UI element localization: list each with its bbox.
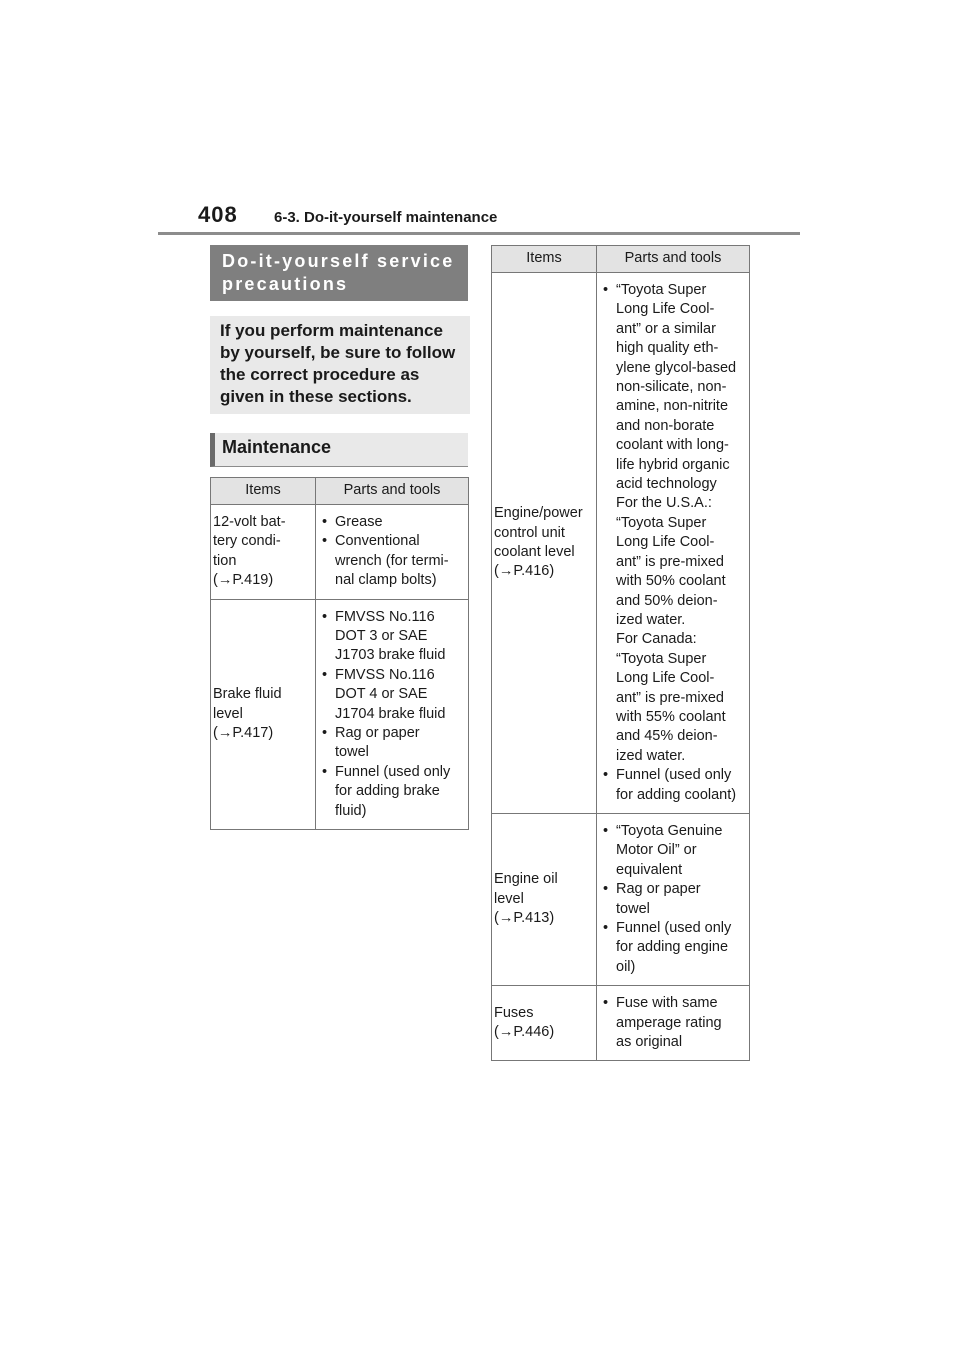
list-item: • Rag or paper towel — [319, 724, 466, 763]
list-item: • Grease — [319, 513, 466, 532]
list-item: • Rag or paper towel — [600, 880, 747, 919]
parts-list — [600, 822, 747, 977]
precautions-heading-text: Do-it-yourself service precautions — [222, 251, 455, 294]
list-item: • “Toyota Super Long Life Cool- ant” or a similar high quality eth- ylene glycol-based non-silicate, non- amine, non-nitrite and non-borate coolant with long- life hybrid organic acid technology For the U.S.A.: “Toyota Super Long Life Cool- ant” is pre-mixed with 50% coolant and 50% deion- ized water. For Canada: “Toyota Super Long Life Cool- ant” is pre-mixed with 55% coolant and 45% deion- ized water. — [600, 281, 747, 766]
list-item: • Conventional wrench (for termi- nal clamp bolts) — [319, 532, 466, 590]
column-header-items: Items — [211, 478, 316, 505]
precautions-lead — [210, 316, 470, 414]
page-number: 408 — [198, 202, 238, 227]
item-label: 12-volt bat- tery condi- tion (→P.419) — [213, 514, 286, 589]
maintenance-heading-text: Maintenance — [222, 437, 332, 457]
item-cell — [211, 505, 316, 600]
item-label: Brake fluid level (→P.417) — [213, 686, 282, 742]
section-title: 6-3. Do-it-yourself maintenance — [274, 209, 498, 226]
table-row — [492, 813, 750, 985]
list-item: • FMVSS No.116 DOT 3 or SAE J1703 brake fluid — [319, 608, 466, 666]
precautions-heading — [210, 245, 468, 301]
list-item: • Funnel (used only for adding brake fluid) — [319, 763, 466, 821]
table-row — [492, 986, 750, 1061]
item-label: Fuses (→P.446) — [494, 1004, 555, 1041]
table-row — [211, 599, 469, 829]
parts-cell — [597, 273, 750, 814]
parts-cell — [316, 599, 469, 829]
list-item: • FMVSS No.116 DOT 4 or SAE J1704 brake fluid — [319, 666, 466, 724]
item-cell — [492, 986, 597, 1061]
column-header-parts: Parts and tools — [316, 478, 469, 505]
parts-cell — [597, 813, 750, 985]
parts-list — [319, 513, 466, 591]
list-item: • Fuse with same amperage rating as original — [600, 994, 747, 1052]
list-item: • Funnel (used only for adding engine oil) — [600, 919, 747, 977]
parts-cell — [597, 986, 750, 1061]
item-label: Engine oil level (→P.413) — [494, 871, 558, 927]
list-item: • Funnel (used only for adding coolant) — [600, 766, 747, 805]
header-divider — [158, 232, 800, 235]
precautions-lead-text: If you perform maintenance by yourself, be sure to follow the correct procedure as given in these sections. — [220, 321, 456, 406]
parts-cell — [316, 505, 469, 600]
table-header-row — [211, 478, 469, 505]
parts-list — [319, 608, 466, 821]
list-item: • “Toyota Genuine Motor Oil” or equivalent — [600, 822, 747, 880]
item-label: Engine/power control unit coolant level (→P.416) — [494, 505, 583, 580]
table-row — [492, 273, 750, 814]
parts-list — [600, 994, 747, 1052]
maintenance-heading — [210, 433, 468, 467]
parts-list — [600, 281, 747, 805]
column-header-parts: Parts and tools — [597, 246, 750, 273]
column-header-items: Items — [492, 246, 597, 273]
item-cell — [211, 599, 316, 829]
table-header-row — [492, 246, 750, 273]
item-cell — [492, 273, 597, 814]
item-cell — [492, 813, 597, 985]
table-row — [211, 505, 469, 600]
maintenance-table-right — [491, 245, 750, 1061]
maintenance-table-left — [210, 477, 469, 830]
